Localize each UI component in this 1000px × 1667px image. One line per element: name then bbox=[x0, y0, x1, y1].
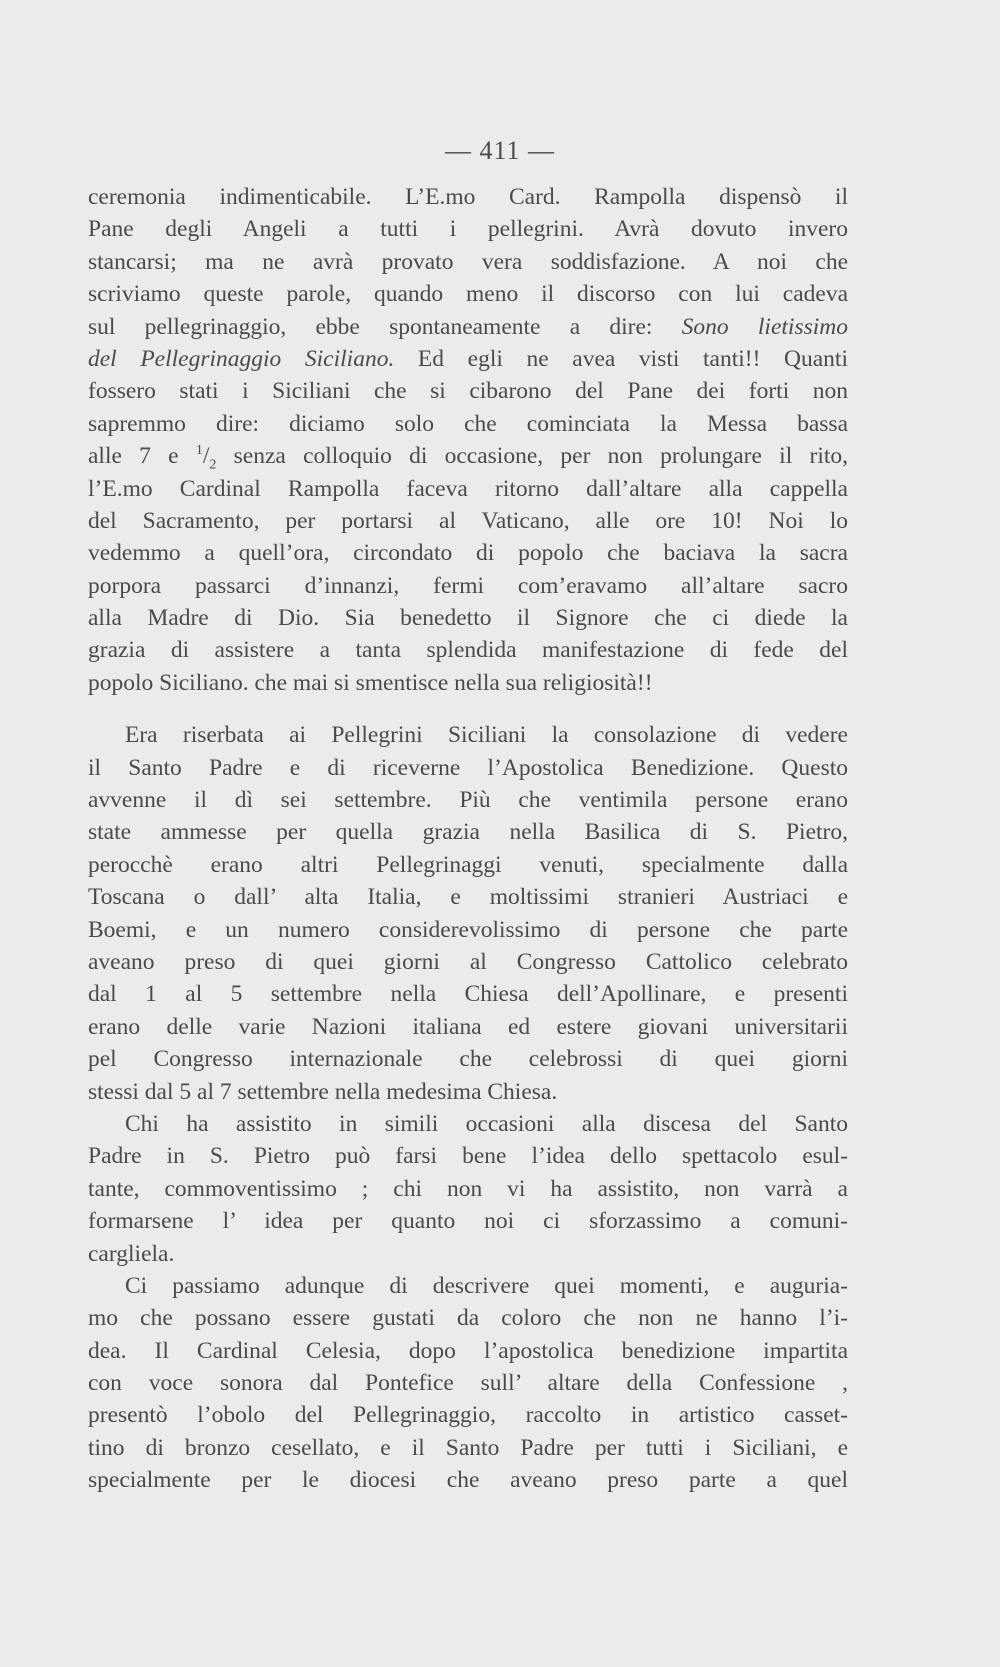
fraction-denominator: 2 bbox=[209, 457, 217, 473]
italic-quote: del Pellegrinaggio Siciliano. bbox=[88, 345, 395, 372]
text-line: mo che possano essere gustati da coloro che non ne hanno l’i- bbox=[88, 1305, 848, 1332]
text-line: porpora passarci d’innanzi, fermi com’eravamo all’altare sacro bbox=[88, 572, 848, 599]
fraction-numerator: 1 bbox=[195, 443, 203, 459]
paragraph bbox=[88, 1270, 848, 1497]
fraction-slash: / bbox=[202, 443, 210, 470]
text-line: avvenne il dì sei settembre. Più che ventimila persone erano bbox=[88, 787, 848, 814]
text-line: Era riserbata ai Pellegrini Siciliani la consolazione di vedere bbox=[125, 722, 848, 749]
paragraph bbox=[88, 1108, 848, 1270]
text-line: grazia di assistere a tanta splendida manifestazione di fede del bbox=[88, 637, 848, 664]
italic-quote: Sono lietissimo bbox=[681, 313, 848, 340]
text-line: cargliela. bbox=[88, 1240, 175, 1267]
text-run: sul pellegrinaggio, ebbe spontaneamente a dire: bbox=[88, 313, 682, 340]
text-line: dea. Il Cardinal Celesia, dopo l’apostolica benedizione impartita bbox=[88, 1337, 848, 1364]
text-run: alle 7 e bbox=[88, 443, 196, 470]
page-number: — 411 — bbox=[444, 136, 556, 165]
text-line: fossero stati i Siciliani che si cibarono del Pane dei forti non bbox=[88, 378, 848, 405]
text-line: Chi ha assistito in simili occasioni alla discesa del Santo bbox=[125, 1110, 848, 1137]
text-line: dal 1 al 5 settembre nella Chiesa dell’Apollinare, e presenti bbox=[88, 981, 848, 1008]
text-line: il Santo Padre e di riceverne l’Apostolica Benedizione. Questo bbox=[88, 754, 848, 781]
text-line: con voce sonora dal Pontefice sull’ altare della Confessione , bbox=[88, 1370, 848, 1397]
text-line: Boemi, e un numero considerevolissimo di persone che parte bbox=[88, 916, 848, 943]
text-line: stancarsi; ma ne avrà provato vera soddisfazione. A noi che bbox=[88, 248, 848, 275]
text-line bbox=[88, 343, 848, 375]
text-line: tino di bronzo cesellato, e il Santo Padre per tutti i Siciliani, e bbox=[88, 1434, 848, 1461]
text-line: perocchè erano altri Pellegrinaggi venuti, specialmente dalla bbox=[88, 851, 848, 878]
text-line: Toscana o dall’ alta Italia, e moltissimi stranieri Austriaci e bbox=[88, 884, 848, 911]
text-line: specialmente per le diocesi che aveano preso parte a quel bbox=[88, 1467, 848, 1494]
text-run: senza colloquio di occasione, per non prolungare il rito, bbox=[216, 443, 848, 470]
text-line bbox=[88, 311, 848, 343]
text-line: pel Congresso internazionale che celebrossi di quei giorni bbox=[88, 1046, 848, 1073]
body-text bbox=[88, 181, 848, 1497]
text-line: erano delle varie Nazioni italiana ed estere giovani universitarii bbox=[88, 1013, 848, 1040]
text-line: tante, commoventissimo ; chi non vi ha assistito, non varrà a bbox=[88, 1175, 848, 1202]
text-line: presentò l’obolo del Pellegrinaggio, raccolto in artistico casset- bbox=[88, 1402, 848, 1429]
text-line: ceremonia indimenticabile. L’E.mo Card. Rampolla dispensò il bbox=[88, 184, 848, 210]
text-line: state ammesse per quella grazia nella Basilica di S. Pietro, bbox=[88, 819, 848, 846]
text-line: stessi dal 5 al 7 settembre nella medesima Chiesa. bbox=[88, 1078, 558, 1105]
text-line: l’E.mo Cardinal Rampolla faceva ritorno dall’altare alla cappella bbox=[88, 475, 848, 502]
text-line: alla Madre di Dio. Sia benedetto il Signore che ci diede la bbox=[88, 605, 848, 632]
paragraph bbox=[88, 719, 848, 1108]
text-line: vedemmo a quell’ora, circondato di popolo che baciava la sacra bbox=[88, 540, 848, 567]
paragraph bbox=[88, 181, 848, 699]
text-line: Ci passiamo adunque di descrivere quei momenti, e auguria- bbox=[125, 1272, 848, 1299]
text-line: formarsene l’ idea per quanto noi ci sforzassimo a comuni- bbox=[88, 1208, 848, 1235]
text-line: aveano preso di quei giorni al Congresso Cattolico celebrato bbox=[88, 948, 848, 975]
text-line bbox=[88, 440, 848, 472]
text-line: del Sacramento, per portarsi al Vaticano, alle ore 10! Noi lo bbox=[88, 507, 848, 534]
text-line: scriviamo queste parole, quando meno il discorso con lui cadeva bbox=[88, 281, 848, 308]
paragraph-gap bbox=[88, 699, 848, 719]
text-run: Ed egli ne avea visti tanti!! Quanti bbox=[394, 345, 848, 372]
text-line: sapremmo dire: diciamo solo che cominciata la Messa bassa bbox=[88, 410, 848, 437]
text-line: popolo Siciliano. che mai si smentisce nella sua religiosità!! bbox=[88, 669, 653, 696]
text-line: Pane degli Angeli a tutti i pellegrini. Avrà dovuto invero bbox=[88, 216, 848, 243]
text-line: Padre in S. Pietro può farsi bene l’idea dello spettacolo esul- bbox=[88, 1143, 848, 1170]
